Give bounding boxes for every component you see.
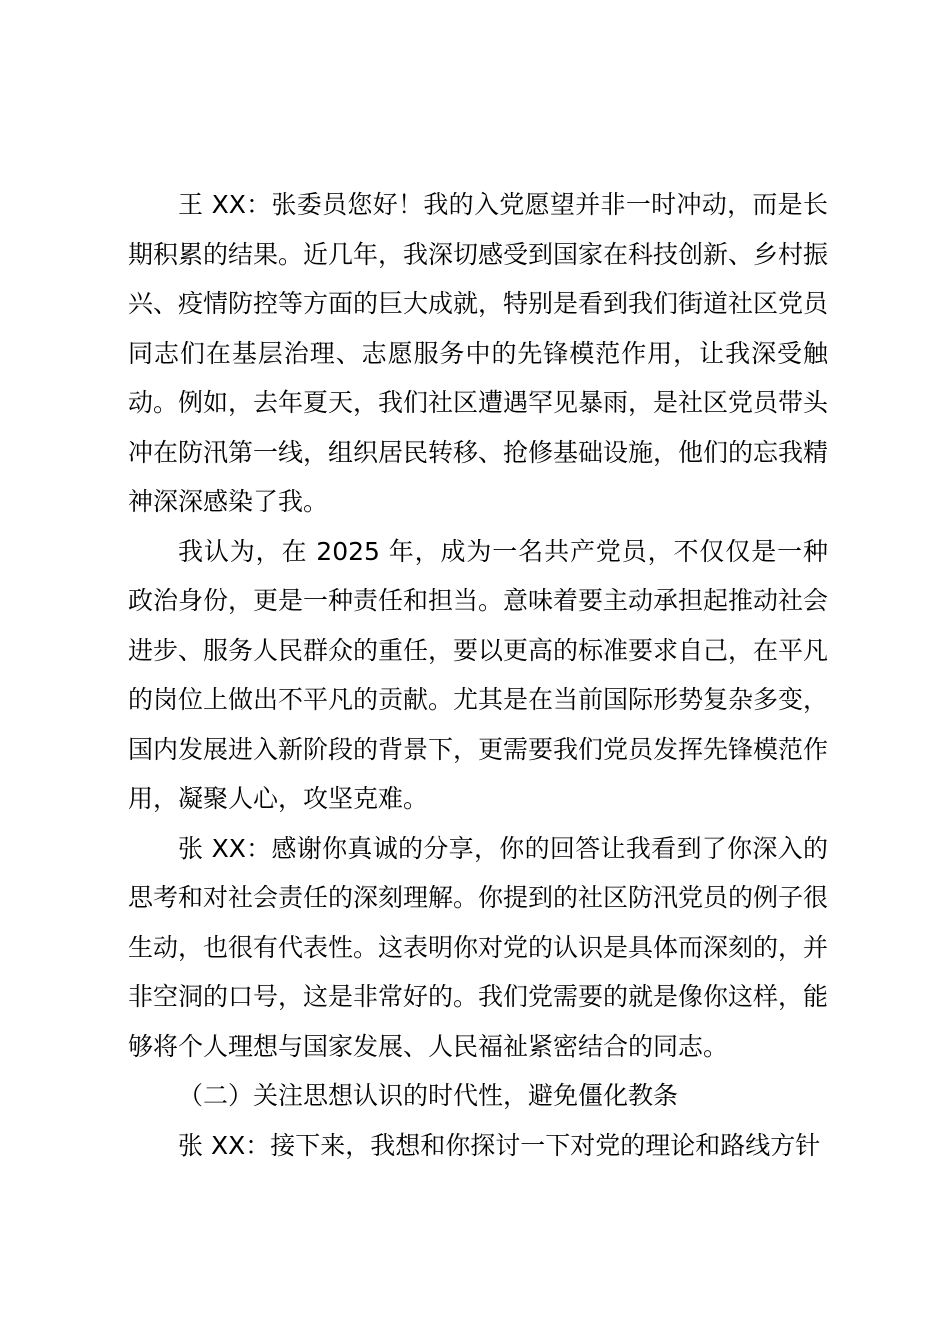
paragraph-zhang-next-question: 张 XX：接下来，我想和你探讨一下对党的理论和路线方针 [178, 1130, 821, 1160]
document-body [128, 180, 828, 1170]
paragraph-wang-view-2025: 我认为，在 2025 年，成为一名共产党员，不仅仅是一种政治身份，更是一种责任和担当。意味着要主动承担起推动社会进步、服务人民群众的重任，要以更高的标准要求自己，在平凡的岗位上做出不平凡的贡献。尤其是在当前国际形势复杂多变，国内发展进入新阶段的背景下，更需要我们党员发挥先锋模范作用，凝聚人心，攻坚克难。 [128, 536, 829, 813]
section-heading-2: （二）关注思想认识的时代性，避免僵化教条 [178, 1081, 679, 1110]
paragraph-wang-answer: 王 XX：张委员您好！我的入党愿望并非一时冲动，而是长期积累的结果。近几年，我深切感受到国家在科技创新、乡村振兴、疫情防控等方面的巨大成就，特别是看到我们街道社区党员同志们在基层治理、志愿服务中的先锋模范作用，让我深受触动。例如，去年夏天，我们社区遭遇罕见暴雨，是社区党员带头冲在防汛第一线，组织居民转移、抢修基础设施，他们的忘我精神深深感染了我。 [128, 190, 829, 516]
paragraph-zhang-response: 张 XX：感谢你真诚的分享，你的回答让我看到了你深入的思考和对社会责任的深刻理解。你提到的社区防汛党员的例子很生动，也很有代表性。这表明你对党的认识是具体而深刻的，并非空洞的口号，这是非常好的。我们党需要的就是像你这样，能够将个人理想与国家发展、人民福祉紧密结合的同志。 [128, 833, 829, 1061]
